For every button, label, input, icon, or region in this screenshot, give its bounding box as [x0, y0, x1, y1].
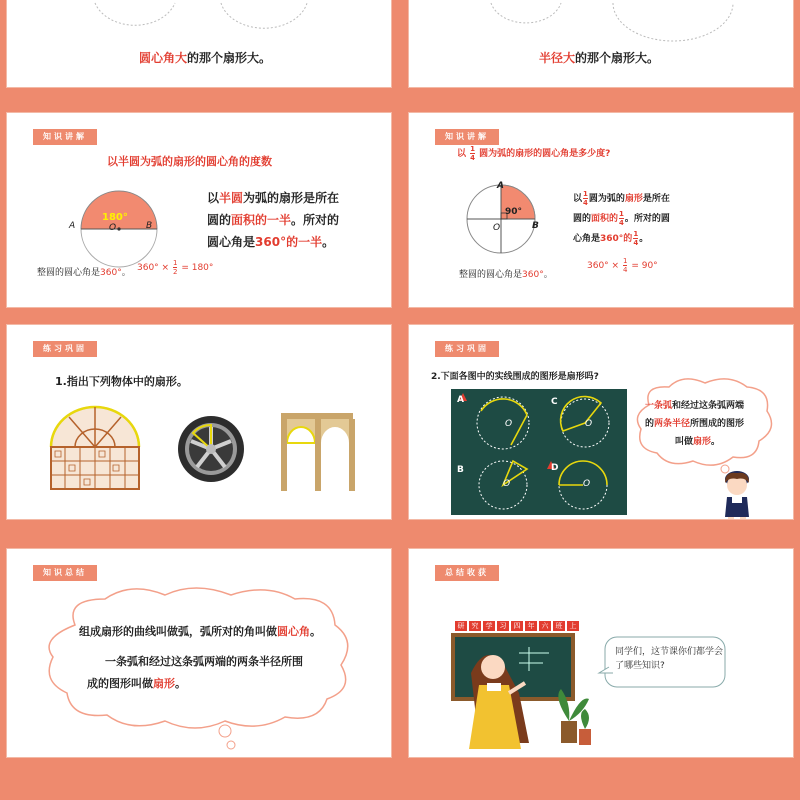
section-tag: 练习巩固 — [33, 341, 97, 357]
slide-1 — [6, 0, 392, 88]
option-a-label: A — [457, 395, 464, 405]
section-tag: 总结收获 — [435, 565, 499, 581]
option-d-label: D — [551, 463, 559, 473]
point-b-label: B — [532, 221, 539, 231]
option-b-label: B — [457, 465, 464, 475]
angle-label: 90° — [505, 207, 523, 217]
question: 1.指出下列物体中的扇形。 — [55, 375, 188, 388]
slide-4 — [408, 112, 794, 308]
point-b-label: B — [146, 221, 153, 231]
point-a-label: A — [497, 181, 504, 191]
summary-line-2: 一条弧和经过这条弧两端的两条半径所围 成的图形叫做扇形。 — [87, 655, 303, 690]
slide-6 — [408, 324, 794, 520]
lattice-window-image — [47, 403, 147, 493]
speech-text: 同学们，这节课你们都学会 了哪些知识? — [615, 647, 724, 671]
slide-2 — [408, 0, 794, 88]
slide-title: 以半圆为弧的扇形的圆心角的度数 — [107, 155, 272, 168]
slide-title: 以 $\frac{1}{4}$ 圆为弧的扇形的圆心角是多少度? — [457, 145, 611, 162]
center-label-b: O — [503, 479, 511, 489]
option-c-label: C — [551, 397, 558, 407]
circle-diagram-pair — [409, 0, 794, 37]
chalkboard-diagrams — [451, 389, 627, 515]
question: 2.下面各图中的实线围成的图形是扇形吗? — [431, 372, 599, 382]
classroom-banner: 研 究 学 习 四 年 六 班 上 — [455, 621, 579, 631]
section-tag: 知识总结 — [33, 565, 97, 581]
circle-diagram-pair — [7, 0, 392, 37]
full-circle-note: 整圆的圆心角是360°。 — [37, 268, 131, 278]
slide-1-conclusion: 圆心角大的那个扇形大。 — [139, 51, 272, 65]
slide-3 — [6, 112, 392, 308]
section-tag: 练习巩固 — [435, 341, 499, 357]
explanation: 以 $\frac{1}{4}$ 圆为弧的扇形是所在 圆的面积的 $\frac{1}{4}$ 。所对的圆 心角是360°的 $\frac{1}{4}$ 。 — [573, 190, 670, 247]
point-a-label: A — [69, 221, 76, 231]
slide-2-conclusion: 半径大的那个扇形大。 — [539, 51, 660, 65]
slide-8 — [408, 548, 794, 758]
full-circle-note: 整圆的圆心角是360°。 — [459, 270, 553, 280]
bubble-definition: 一条弧和经过这条弧两端 的两条半径所围成的图形 叫做扇形。 — [645, 401, 745, 447]
slide-7 — [6, 548, 392, 758]
formula: 360° × $\frac{1}{4}$ = 90° — [587, 257, 658, 274]
explanation: 以半圆为弧的扇形是所在 圆的面积的一半。所对的 圆心角是360°的一半。 — [207, 191, 340, 249]
teacher-classroom-illustration — [449, 633, 619, 753]
car-wheel-image — [173, 413, 253, 493]
slide-5 — [6, 324, 392, 520]
girl-illustration — [715, 465, 759, 520]
center-label-d: O — [583, 479, 591, 489]
point-o-label: O — [109, 223, 117, 233]
section-tag: 知识讲解 — [33, 129, 97, 145]
arch-colonnade-image — [279, 409, 359, 493]
center-label-c: O — [585, 419, 593, 429]
formula: 360° × $\frac{1}{2}$ = 180° — [137, 259, 214, 276]
section-tag: 知识讲解 — [435, 129, 499, 145]
point-o-label: O — [493, 223, 501, 233]
center-label-a: O — [505, 419, 513, 429]
angle-label: 180° — [102, 212, 128, 223]
summary-line-1: 组成扇形的曲线叫做弧，弧所对的角叫做圆心角。 — [79, 625, 321, 638]
